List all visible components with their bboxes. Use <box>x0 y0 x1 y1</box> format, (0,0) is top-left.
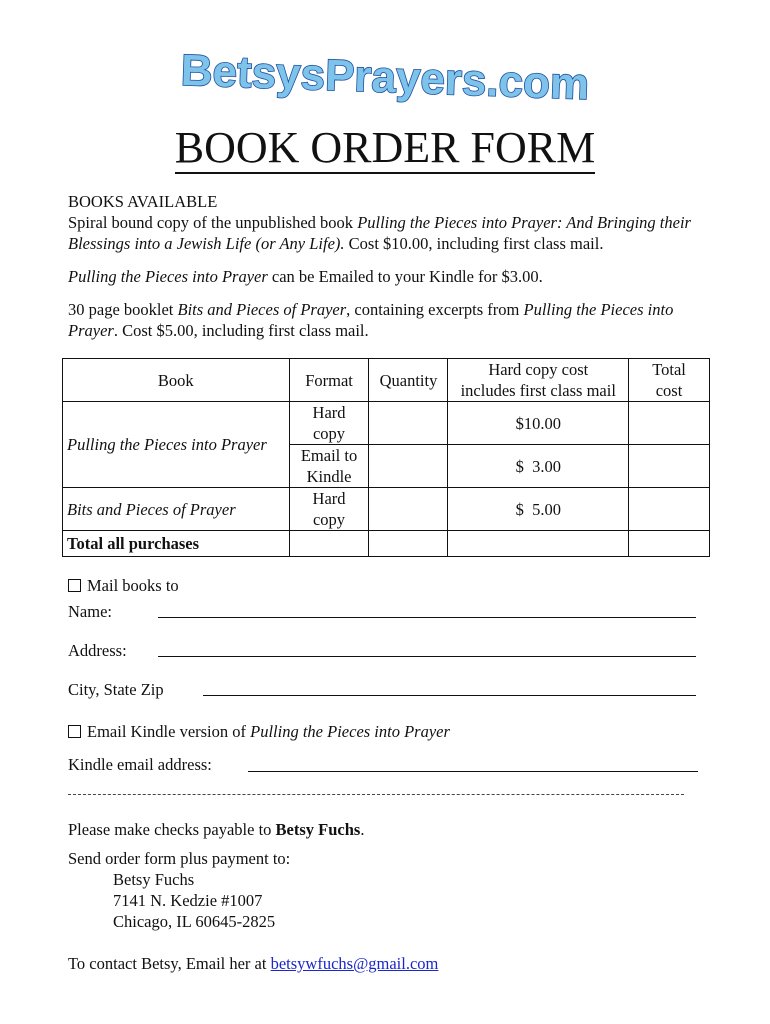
address-field[interactable] <box>158 655 696 657</box>
quantity-field[interactable] <box>369 402 448 445</box>
cut-line-divider <box>68 794 684 795</box>
total-field[interactable] <box>629 445 710 488</box>
header-hardcopy-cost: Hard copy cost includes first class mail <box>448 359 629 402</box>
total-label: Total all purchases <box>63 531 290 557</box>
total-field[interactable] <box>629 488 710 531</box>
grand-total-field[interactable] <box>629 531 710 557</box>
mailing-address-city: Chicago, IL 60645-2825 <box>113 912 276 931</box>
kindle-option[interactable]: Email Kindle version of Pulling the Pieces into Prayer <box>68 721 450 742</box>
quantity-field[interactable] <box>369 488 448 531</box>
booklet-description: 30 page booklet Bits and Pieces of Prayer, containing excerpts from Pulling the Pieces into Prayer. Cost $5.00, including first class mail. <box>68 300 674 340</box>
table-total-row <box>63 531 710 557</box>
header-total-cost: Total cost <box>629 359 710 402</box>
betsysprayers-logo <box>180 42 590 112</box>
address-label: Address: <box>68 641 127 660</box>
quantity-field[interactable] <box>369 445 448 488</box>
city-label: City, State Zip <box>68 680 164 699</box>
book-cell-bits: Bits and Pieces of Prayer <box>63 488 290 531</box>
format-cell: Hard copy <box>289 402 369 445</box>
send-order-label: Send order form plus payment to: <box>68 849 291 868</box>
kindle-email-label: Kindle email address: <box>68 755 212 774</box>
spiral-description: Spiral bound copy of the unpublished book Pulling the Pieces into Prayer: And Bringing their Blessings into a Jewish Life (or Any Life). Cost $10.00, including first class mail. <box>68 213 691 253</box>
kindle-description: Pulling the Pieces into Prayer can be Emailed to your Kindle for $3.00. <box>68 267 543 286</box>
page-title: BOOK ORDER FORM <box>174 123 596 172</box>
table-header-row <box>63 359 710 402</box>
checks-payable: Please make checks payable to Betsy Fuchs. <box>68 820 365 839</box>
contact-line: To contact Betsy, Email her at betsywfuchs@gmail.com <box>68 954 439 973</box>
format-cell: Email to Kindle <box>289 445 369 488</box>
contact-email-link[interactable]: betsywfuchs@gmail.com <box>270 954 439 973</box>
city-field[interactable] <box>203 694 696 696</box>
book-cell-pulling: Pulling the Pieces into Prayer <box>63 402 290 488</box>
mail-checkbox[interactable] <box>68 579 81 592</box>
name-label: Name: <box>68 602 112 621</box>
cost-cell: $10.00 <box>448 402 629 445</box>
mailing-address-name: Betsy Fuchs <box>113 870 195 889</box>
table-row <box>63 488 710 531</box>
table-row <box>63 402 710 445</box>
mailing-address-street: 7141 N. Kedzie #1007 <box>113 891 263 910</box>
header-book: Book <box>63 359 290 402</box>
cost-cell: $ 5.00 <box>448 488 629 531</box>
header-format: Format <box>289 359 369 402</box>
mail-option[interactable] <box>68 575 179 596</box>
header-quantity: Quantity <box>369 359 448 402</box>
cost-cell: $ 3.00 <box>448 445 629 488</box>
mail-option-label: Mail books to <box>87 576 179 595</box>
logo-text: BetsysPrayers.com <box>180 45 590 110</box>
name-field[interactable] <box>158 616 696 618</box>
order-table <box>62 358 710 557</box>
kindle-email-field[interactable] <box>248 770 698 772</box>
total-field[interactable] <box>629 402 710 445</box>
books-available-heading: BOOKS AVAILABLE <box>68 192 218 211</box>
format-cell: Hard copy <box>289 488 369 531</box>
kindle-checkbox[interactable] <box>68 725 81 738</box>
